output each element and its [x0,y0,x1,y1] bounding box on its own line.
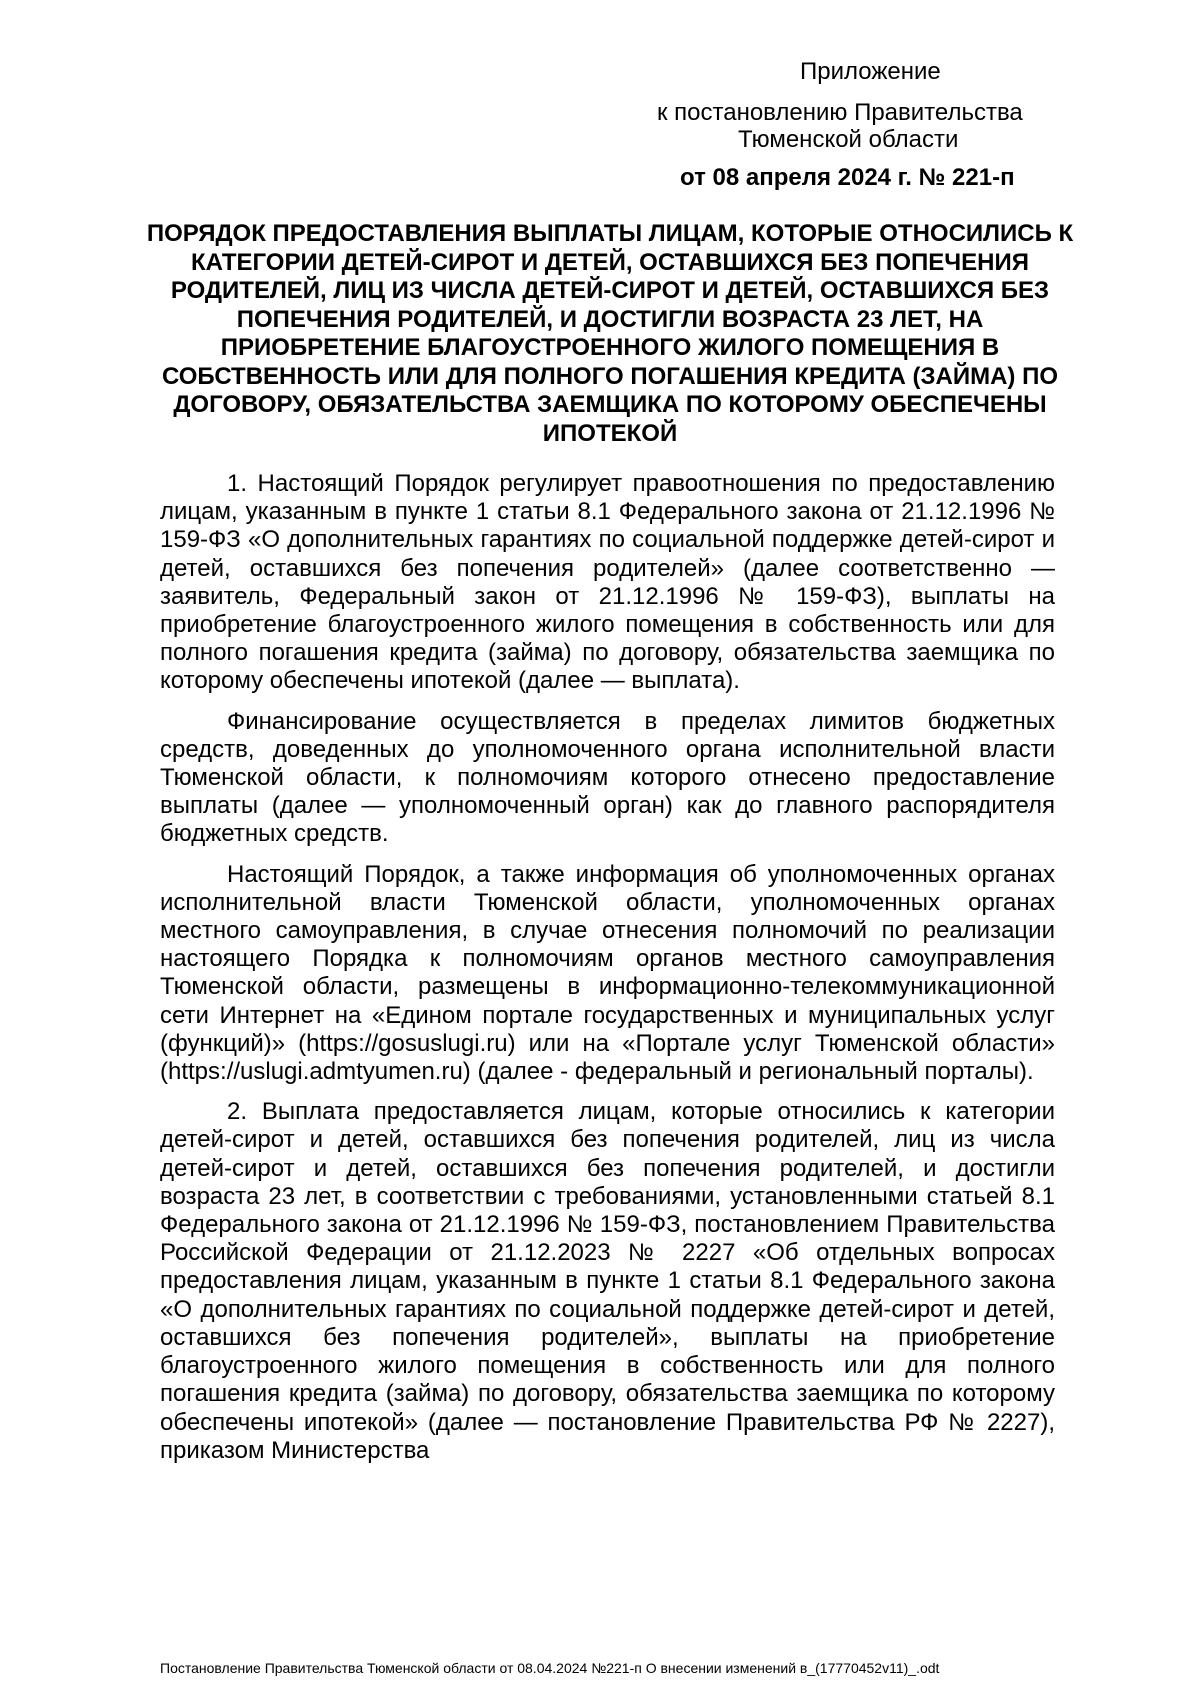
page-footer: Постановление Правительства Тюменской области от 08.04.2024 №221-п О внесении изменений в_(17770452v11)_.odt [160,1660,940,1676]
paragraph-1: 1. Настоящий Порядок регулирует правоотношения по предоставлению лицам, указанным в пункте 1 статьи 8.1 Федерального закона от 21.12.1996 № 159-ФЗ «О дополнительных гарантиях по социальной поддержке детей-сирот и детей, оставшихся без попечения родителей» (далее соответственно — заявитель, Федеральный закон от 21.12.1996 № 159-ФЗ), выплаты на приобретение благоустроенного жилого помещения в собственность или для полного погашения кредита (займа) по договору, обязательства заемщика по которому обеспечены ипотекой (далее — выплата). [160,470,1055,695]
document-title: ПОРЯДОК ПРЕДОСТАВЛЕНИЯ ВЫПЛАТЫ ЛИЦАМ, КОТОРЫЕ ОТНОСИЛИСЬ К КАТЕГОРИИ ДЕТЕЙ-СИРОТ И ДЕТЕЙ, ОСТАВШИХСЯ БЕЗ ПОПЕЧЕНИЯ РОДИТЕЛЕЙ, ЛИЦ ИЗ ЧИСЛА ДЕТЕЙ-СИРОТ И ДЕТЕЙ, ОСТАВШИХСЯ БЕЗ ПОПЕЧЕНИЯ РОДИТЕЛЕЙ, И ДОСТИГЛИ ВОЗРАСТА 23 ЛЕТ, НА ПРИОБРЕТЕНИЕ БЛАГОУСТРОЕННОГО ЖИЛОГО ПОМЕЩЕНИЯ В СОБСТВЕННОСТЬ ИЛИ ДЛЯ ПОЛНОГО ПОГАШЕНИЯ КРЕДИТА (ЗАЙМА) ПО ДОГОВОРУ, ОБЯЗАТЕЛЬСТВА ЗАЕМЩИКА ПО КОТОРОМУ ОБЕСПЕЧЕНЫ ИПОТЕКОЙ [146,220,1074,447]
appendix-title: Приложение [800,58,941,85]
paragraph-2: Финансирование осуществляется в пределах лимитов бюджетных средств, доведенных до уполномоченного органа исполнительной власти Тюменской области, к полномочиям которого отнесено предоставление выплаты (далее — уполномоченный орган) как до главного распорядителя бюджетных средств. [160,707,1055,848]
appendix-resolution-line: к постановлению Правительства [657,99,1023,126]
appendix-region-line: Тюменской области [738,126,959,153]
paragraph-3: Настоящий Порядок, а также информация об уполномоченных органах исполнительной власти Тюменской области, уполномоченных органах местного самоуправления, в случае отнесения полномочий по реализации настоящего Порядка к полномочиям органов местного самоуправления Тюменской области, размещены в информационно-телекоммуникационной сети Интернет на «Едином портале государственных и муниципальных услуг (функций)» (https://gosuslugi.ru) или на «Портале услуг Тюменской области» (https://uslugi.admtyumen.ru) (далее - федеральный и региональный порталы). [160,860,1055,1086]
document-body [160,470,1055,1477]
paragraph-4: 2. Выплата предоставляется лицам, которые относились к категории детей-сирот и детей, оставшихся без попечения родителей, лиц из числа детей-сирот и детей, оставшихся без попечения родителей, и достигли возраста 23 лет, в соответствии с требованиями, установленными статьей 8.1 Федерального закона от 21.12.1996 № 159-ФЗ, постановлением Правительства Российской Федерации от 21.12.2023 № 2227 «Об отдельных вопросах предоставления лицам, указанным в пункте 1 статьи 8.1 Федерального закона «О дополнительных гарантиях по социальной поддержке детей-сирот и детей, оставшихся без попечения родителей», выплаты на приобретение благоустроенного жилого помещения в собственность или для полного погашения кредита (займа) по договору, обязательства заемщика по которому обеспечены ипотекой» (далее — постановление Правительства РФ № 2227), приказом Министерства [160,1098,1055,1464]
appendix-number-line: от 08 апреля 2024 г. № 221-п [680,164,1015,191]
